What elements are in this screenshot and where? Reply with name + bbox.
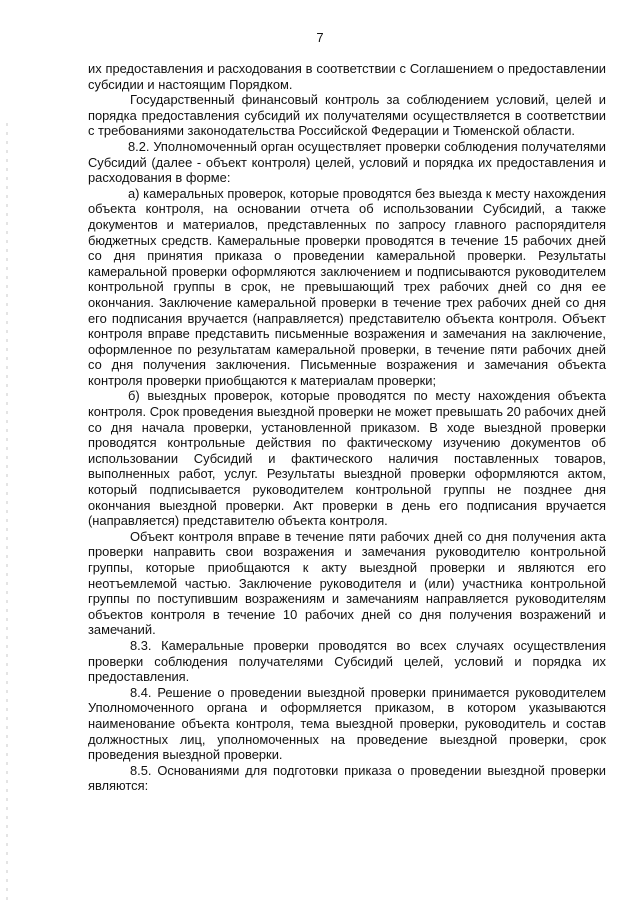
paragraph-8-4: 8.4. Решение о проведении выездной проверки принимается руководителем Уполномоченного органа и оформляется приказом, в котором указываются наименование объекта контроля, тема выездной проверки, руководитель и состав должностных лиц, уполномоченных на проведение выездной проверки, срок проведения выездной проверки.: [88, 684, 606, 763]
scan-margin-artifact: [6, 120, 8, 900]
paragraph-8-5: 8.5. Основаниями для подготовки приказа о проведении выездной проверки являются:: [88, 762, 606, 794]
paragraph-8-2-a-desk-audits: а) камеральных проверок, которые проводятся без выезда к месту нахождения объекта контроля, на основании отчета об использовании Субсидий, а также документов и материалов, представленных по запросу главного распорядителя бюджетных средств. Камеральные проверки проводятся в течение 15 рабочих дней со дня принятия приказа о проведении камеральной проверки. Результаты камеральной проверки оформляются заключением и подписываются руководителем контрольной группы в срок, не превышающий трех рабочих дней со дня ее окончания. Заключение камеральной проверки в течение трех рабочих дней со дня его подписания вручается (направляется) представителю объекта контроля. Объект контроля вправе представить письменные возражения и замечания на заключение, оформленное по результатам камеральной проверки, в течение пяти рабочих дней со дня получения заключения. Письменные возражения и замечания объекта контроля проверки приобщаются к материалам проверки;: [88, 185, 606, 388]
paragraph-continuation: их предоставления и расходования в соответствии с Соглашением о предоставлении субсидии и настоящим Порядком.: [88, 61, 606, 92]
paragraph-state-financial-control: Государственный финансовый контроль за соблюдением условий, целей и порядка предоставления субсидий их получателями осуществляется в соответствии с требованиями законодательства Российской Федерации и Тюменской области.: [88, 92, 606, 139]
document-body: [88, 61, 606, 794]
paragraph-8-2-b-field-audits: б) выездных проверок, которые проводятся по месту нахождения объекта контроля. Срок проведения выездной проверки не может превышать 20 рабочих дней со дня начала проверки, установленной приказом. В ходе выездной проверки проводятся контрольные действия по фактическому изучению документов об использовании Субсидий и фактического наличия поставленных товаров, выполненных работ, услуг. Результаты выездной проверки оформляются актом, который подписывается руководителем контрольной группы не позднее дня окончания выездной проверки. Акт проверки в день его подписания вручается (направляется) представителю объекта контроля.: [88, 388, 606, 529]
page-number: 7: [316, 30, 324, 45]
paragraph-8-2: 8.2. Уполномоченный орган осуществляет проверки соблюдения получателями Субсидий (далее - объект контроля) целей, условий и порядка их предоставления и расходования в форме:: [88, 138, 606, 186]
paragraph-8-3: 8.3. Камеральные проверки проводятся во всех случаях осуществления проверки соблюдения получателями Субсидий целей, условий и порядка их предоставления.: [88, 637, 606, 685]
paragraph-objections: Объект контроля вправе в течение пяти рабочих дней со дня получения акта проверки направить свои возражения и замечания руководителю контрольной группы, которые приобщаются к акту выездной проверки и являются его неотъемлемой частью. Заключение руководителя и (или) участника контрольной группы по поступившим возражениям и замечаниям направляется руководителям объектов контроля в течение 10 рабочих дней со дня получения возражений и замечаний.: [88, 528, 606, 638]
